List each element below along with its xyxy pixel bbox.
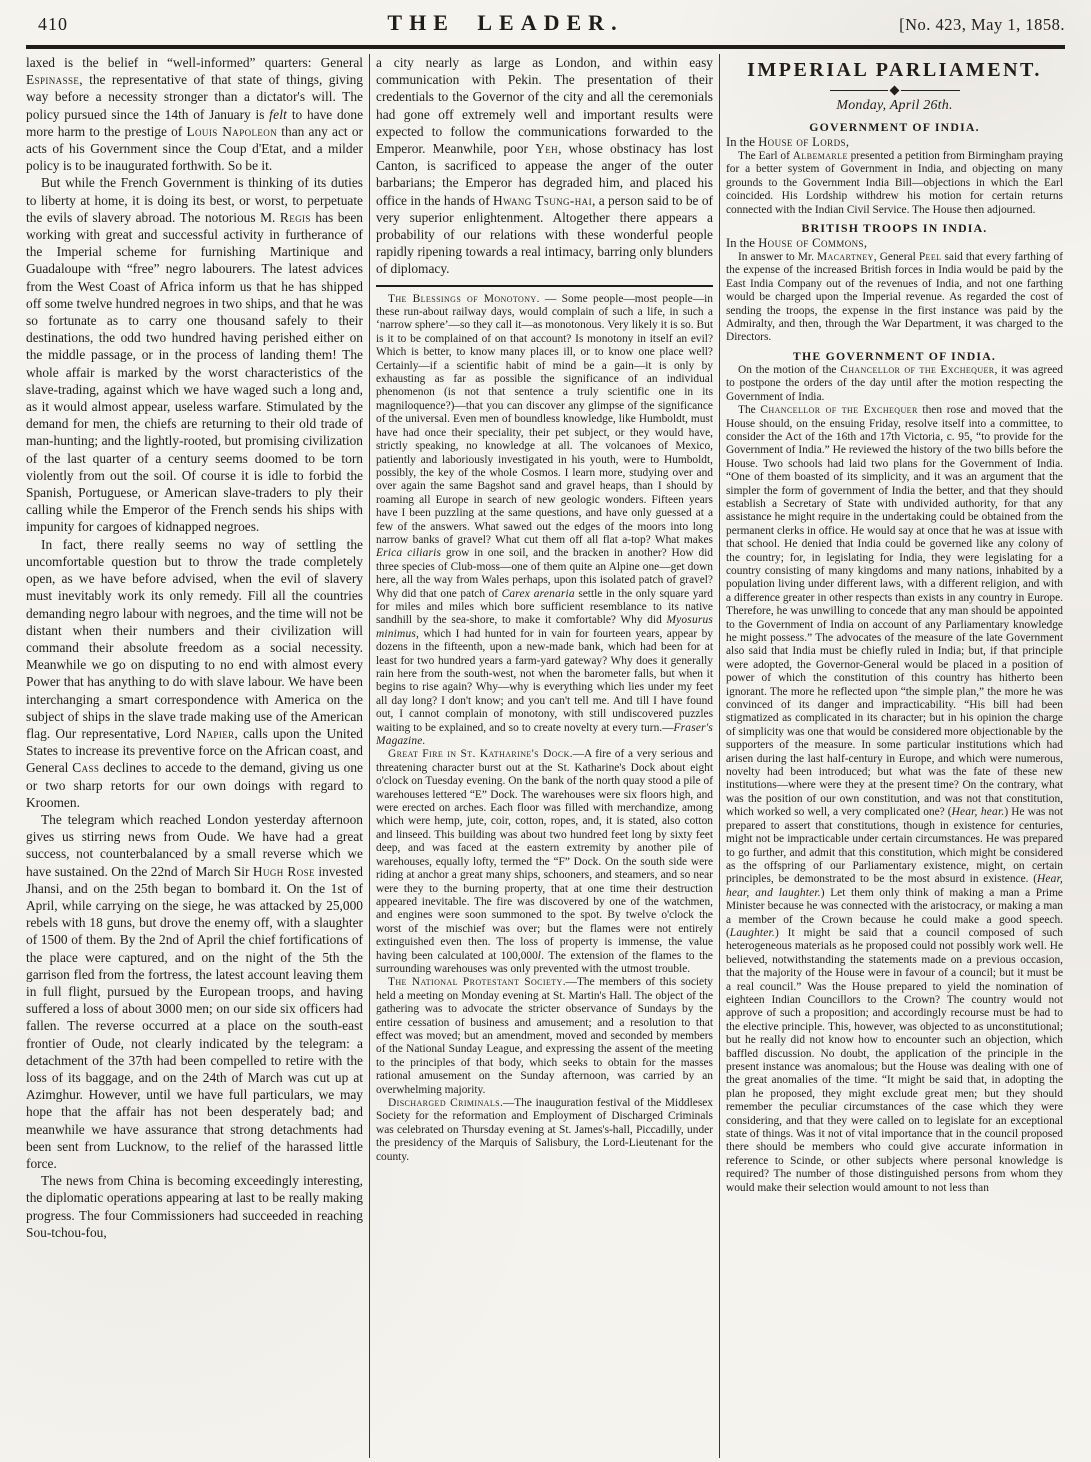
news-paragraph: The Chancellor of the Exchequer then rose and moved that the House should, on the ensuing Friday, resolve itself into a committee, to consider the Act of the 16th and 17th Victoria, c. 95, “to provide for the Government of India.” He reviewed the history of the two bills before the House. Two schools had laid two plans for the Government of India. “One of them boasted of its simplicity, and it was an argument that the simpler the form of government of India the better, and that they should establish a Secretary of State with undivided authority, for that any assistance he might require in the undertaking could be obtained from the permanent clerks in office. He would say at once that he was at issue with that school. He denied that India could be governed like any colony of the country; for, in legislating for India, they were legislating for a country consisting of many kingdoms and many nations, inhabited by a population living under different laws, with a different religion, and with a difference greater in other respects than exists in any country in Europe. Therefore, he was unwilling to concede that any man should be appointed to the Government of India on account of any Parliamentary knowledge he might possess.” The advocates of the measure of the late Government also said that India must be chiefly ruled in India; but, if that principle were adopted, the Governor-General would be placed in a position of power of which the constitution of this country has hitherto been ignorant. The more he reflected upon “the simple plan,” the more he was convinced of its danger and impracticability. “His bill had been stigmatized as complicated in its character; but in his opinion the charge of simplicity was one that would be considered more objectionable by the supporters of the measure. In some particular institutions which had arisen during the last half-century in Europe, and which were numerous, novelty had been introduced; but what was the fate of these new institutions—where were they at the present time? On the contrary, what was the position of our own constitution, and was not that constitution, which worked so well, a very complicated one? (Hear, hear.) He was not prepared to assert that constitutions, though in existence for centuries, might not be impracticable under certain circumstances. He was prepared to go further, and admit that this constitution, which might be considered as the offspring of our Parliamentary existence, might, on certain principles, be demonstrated to be the most absurd in existence. (Hear, hear, and laughter.) Let them only think of making a man a Prime Minister because he was connected with the aristocracy, or making a man a member of the Crown because he could make a good speech. (Laughter.) It might be said that a council composed of such heterogeneous materials as he proposed could not possibly work well. He believed, notwithstanding the statements made on a previous occasion, that the majority of the House were in favour of a council; but it must be a real council.” Was the House prepared to yield the nomination of eighteen Indian Councillors to the Crown? The country would not approve of such a proposition; and accordingly recourse must be had to the elective principle. This, however, was objected to as unconstitutional; but he really did not know how to encounter such an objection, which baffled discussion. No doubt, the application of the principle in the present instance was anomalous; but the House was dealing with one of the great anomalies of the time. “It might be said that, in adopting the plan he proposed, they might exclude great men; but they should remember the peculiar circumstances of the case which they were considering, and that they were called on to legislate for an exceptional state of things. Was it not of vital importance that in the council proposed there should be members who could give accurate information in reference to Scinde, or other subjects where personal knowledge is required? The number of those distinguished persons from whom they would make their selection would amount to not less than [726,404,1063,1194]
news-paragraph: The National Protestant Society.—The members of this society held a meeting on Monday evening at St. Martin's Hall. The object of the gathering was to advocate the stricter observance of Sundays by the entire cessation of business and amusement; and a resolution to that effect was moved; but an amendment, moved and seconded by members of the National Sunday League, and expressing the assent of the meeting to the principles of that body, which seeks to obtain for the masses rational amusement on the Sunday afternoon, was carried by an overwhelming majority. [376,976,713,1096]
issue-info: [No. 423, May 1, 1858. [899,15,1065,34]
news-paragraph: In answer to Mr. Macartney, General Peel said that every farthing of the expense of the increased British forces in India would be paid by the East India Company out of the revenues of India, and not one farthing would be charged upon the Imperial revenue. As regarded the cost of sending the troops, the expense in the first instance was paid by the Admiralty, and then, through the War Department, it was charged to the Directors. [726,251,1063,344]
paragraph: a city nearly as large as London, and within easy communication with Pekin. The presentation of their credentials to the Governor of the city and all the ceremonials had gone off extremely well and important results were expected to follow the communications forwarded to the Emperor. Meanwhile, poor Yeh, whose obstinacy has lost Canton, is sacrificed to appease the anger of the outer barbarians; the Emperor has degraded him, and placed his office in the hands of Hwang Tsung-hai, a person said to be of very superior enlightenment. Altogether there appears a probability of our relations with these wonderful people rapidly ripening towards a real intimacy, barring only blunders of diplomacy. [376,55,713,277]
column-divider-rule [719,54,720,1458]
article-subhead: GOVERNMENT OF INDIA. [809,120,980,134]
masthead-title: THE LEADER. [387,10,624,35]
column-divider-rule [369,54,370,1458]
article-subhead: THE GOVERNMENT OF INDIA. [792,348,997,363]
column-3-parliament [726,54,1063,1458]
paragraph: laxed is the belief in “well-informed” quarters: General Espinasse, the representative of that state of things, giving way before a necessity stronger than a dictator's will. The policy pursued since the 14th of January is felt to have done more harm to the prestige of Louis Napoleon than any act or acts of his Government since the Coup d'Etat, and a milder policy is to be inaugurated forthwith. So be it. [26,55,363,174]
news-paragraph: On the motion of the Chancellor of the Exchequer, it was agreed to postpone the orders of the day until after the motion respecting the Government of India. [726,363,1063,403]
house-line: In the House of Commons, [726,236,868,251]
paragraph: The news from China is becoming exceedingly interesting, the diplomatic operations appearing at last to be really making progress. The four Commissioners had succeeded in reaching Sou-tchou-fou, [26,1173,363,1240]
section-title: IMPERIAL PARLIAMENT. [747,59,1042,81]
paragraph: In fact, there really seems no way of settling the uncomfortable question but to throw the trade completely open, as we have before advised, when the evil of slavery must inevitably work its only remedy. Fill all the countries demanding negro labour with negroes, and the time will not be distant when their numbers and their civilization will command their absolute freedom as a social necessity. Meanwhile we go on disputing to no end with almost every Power that has anything to do with slave labour. We have been interchanging a smart correspondence with America on the subject of ships in the slave trade making use of the American flag. Our representative, Lord Napier, calls upon the United States to increase its preventive force on the African coast, and General Cass declines to accede to the demand, giving us one or two sharp retorts for our own doings with regard to Kroomen. [26,536,363,810]
news-paragraph: The Blessings of Monotony. — Some people—most people—in these run-about railway days, would complain of such a life, in such a ‘narrow sphere’—so they call it—as monotonous. Very likely it is so. But is it to be complained of on that account? Is monotony in itself an evil? Which is better, to know many places ill, or to know one place well? Certainly—if a scientific habit of mind be a gain—it is only by exhausting as far as possible the significance of an individual phenomenon (is not that sentence a truly scientific one in its magniloquence?)—that you can discover any glimpse of the significance of the universal. Even men of boundless knowledge, like Humboldt, must have had once their speciality, their pet subject, or they would have, strictly speaking, no knowledge at all. The volcanoes of Mexico, patiently and laboriously investigated in his youth, were to Humboldt, possibly, the key of the whole Cosmos. I learn more, studying over and over again the same Bagshot sand and gravel heaps, than I should by roaming all Europe in search of new geologic wonders. Fifteen years have I been puzzling at the same questions, and have only guessed at a few of the answers. What sawed out the edges of the moors into long narrow banks of gravel? What cut them off all flat a-top? What makes Erica ciliaris grow in one soil, and the bracken in another? How did three species of Club-moss—one of them quite an Alpine one—get down here, all the way from Wales perhaps, upon this isolated patch of gravel? Why did that one patch of Carex arenaria settle in the only square yard for miles and miles which bore sufficient resemblance to its native sandhill by the sea-shore, to make it comfortable? Why did Myosurus minimus, which I had hunted for in vain for fourteen years, appear by dozens in the fifteenth, upon a new-made bank, which had been for at least for two hundred years a farm-yard gateway? Why does it generally rain here from the south-west, not when the barometer falls, but when it begins to rise again? Why—why is everything which lies under my feet all day long? I don't know; and you can't tell me. And till I have found out, I cannot complain of monotony, with still undiscovered puzzles waiting to be explained, and so to create novelty at every turn.—Fraser's Magazine. [376,292,713,748]
page-header [26,10,1065,42]
page-number: 410 [38,14,68,34]
news-paragraph: Discharged Criminals.—The inauguration festival of the Middlesex Society for the reformation and Employment of Discharged Criminals was celebrated on Thursday evening at St. James's-hall, Piccadilly, under the presidency of the Marquis of Salisbury, the Lord-Lieutenant for the county. [376,1097,713,1163]
dateline: Monday, April 26th. [836,98,953,113]
paragraph: The telegram which reached London yesterday afternoon gives us stirring news from Oude. We have had a great success, not counterbalanced by a small reverse which we have sustained. On the 22nd of March Sir Hugh Rose invested Jhansi, and on the 25th began to bombard it. On the 1st of April, while carrying on the siege, he was attacked by 25,000 rebels with 18 guns, but drove the enemy off, with a slaughter of 1500 of them. By the 2nd of April the chief fortifications of the place were captured, and on the night of the 5th the garrison fled from the fortress, the latest account leaving them in full flight, pursued by the European troops, and having suffered a loss of about 3000 men; on our side six officers had fallen. The reverse occurred at a place on the south-east frontier of Oude, not clearly indicated by the telegram: a detachment of the 37th had been compelled to retire with the loss of its baggage, and on the 24th of March was cut up at Azimghur. However, until we have full particulars, we may hope that the affair has not been desperately bad; and meanwhile we have assurance that strong detachments had been sent from Lucknow, to the relief of the harassed little force. [26,811,363,1171]
column-2-news [376,54,713,1458]
ornament-diamond-icon [890,86,900,96]
column-1-leader [26,54,363,1458]
header-double-rule [26,45,1065,49]
ornament-line [830,90,889,92]
ornament-line [901,90,960,92]
news-paragraph: Great Fire in St. Katharine's Dock.—A fire of a very serious and threatening character burst out at the St. Katharine's Dock about eight o'clock on Tuesday evening. On the bank of the north quay stood a pile of warehouses lettered “E” Dock. The warehouses were six floors high, and were erected on arches. Each floor was filled with merchandize, among which were hemp, jute, coir, cotton, ropes, and, it is stated, also cotton and linseed. This building was about two hundred feet long by sixty feet deep, and was faced at the eastern extremity by another pile of warehouses, equally lofty, termed the “F” Dock. On the south side were riding at anchor a great many ships, schooners, and steamers, and so near were they to the burning property, that at one time their destruction appeared inevitable. The fire was discovered by one of the watchmen, and engines were soon summoned to the spot. By twelve o'clock the worst of the mischief was over; but the flames were not entirely extinguished even then. The loss of property is immense, the value having been calculated at 100,000l. The extension of the flames to the surrounding warehouses was only prevented with the utmost trouble. [376,748,713,975]
column-layout [26,54,1065,1458]
news-paragraph: The Earl of Albemarle presented a petition from Birmingham praying for a better system of Government in India, and objecting on many grounds to the Government India Bill—objections in which the Earl coincided. His Lordship withdrew his motion for certain returns connected with the Indian Civil Service. The House then adjourned. [726,150,1063,216]
section-divider-rule [376,285,713,287]
house-line: In the House of Lords, [726,135,850,149]
article-subhead: BRITISH TROOPS IN INDIA. [801,221,988,236]
title-ornament [830,87,960,94]
paragraph: But while the French Government is thinking of its duties to liberty at home, it is doing its best, or worst, to perpetuate the evils of slavery abroad. The notorious M. Regis has been working with great and successful activity in furtherance of the Imperial scheme for furnishing Martinique and Guadaloupe with “free” negro labourers. The latest advices from the West Coast of Africa inform us that he has shipped off some twelve hundred negroes in two ships, and that he was so fortunate as to carry one thousand safely to their destinations, the odd two hundred having perished either on the middle passage, or in the process of landing them! The whole affair is marked by the worst characteristics of the slave-trading, against which we have waged such a long and, as it would almost appear, useless warfare. Stimulated by the demand for men, the chiefs are returning to their old trade of man-hunting; and the lightly-rooted, but promising civilization of the last quarter of a century seems doomed to be torn violently from out the soil. Of course it is idle to forbid the Spanish, Portuguese, or American slave-traders to ply their calling while the Emperor of the French sends his ships with impunity for cargoes of kidnapped negroes. [26,175,363,535]
